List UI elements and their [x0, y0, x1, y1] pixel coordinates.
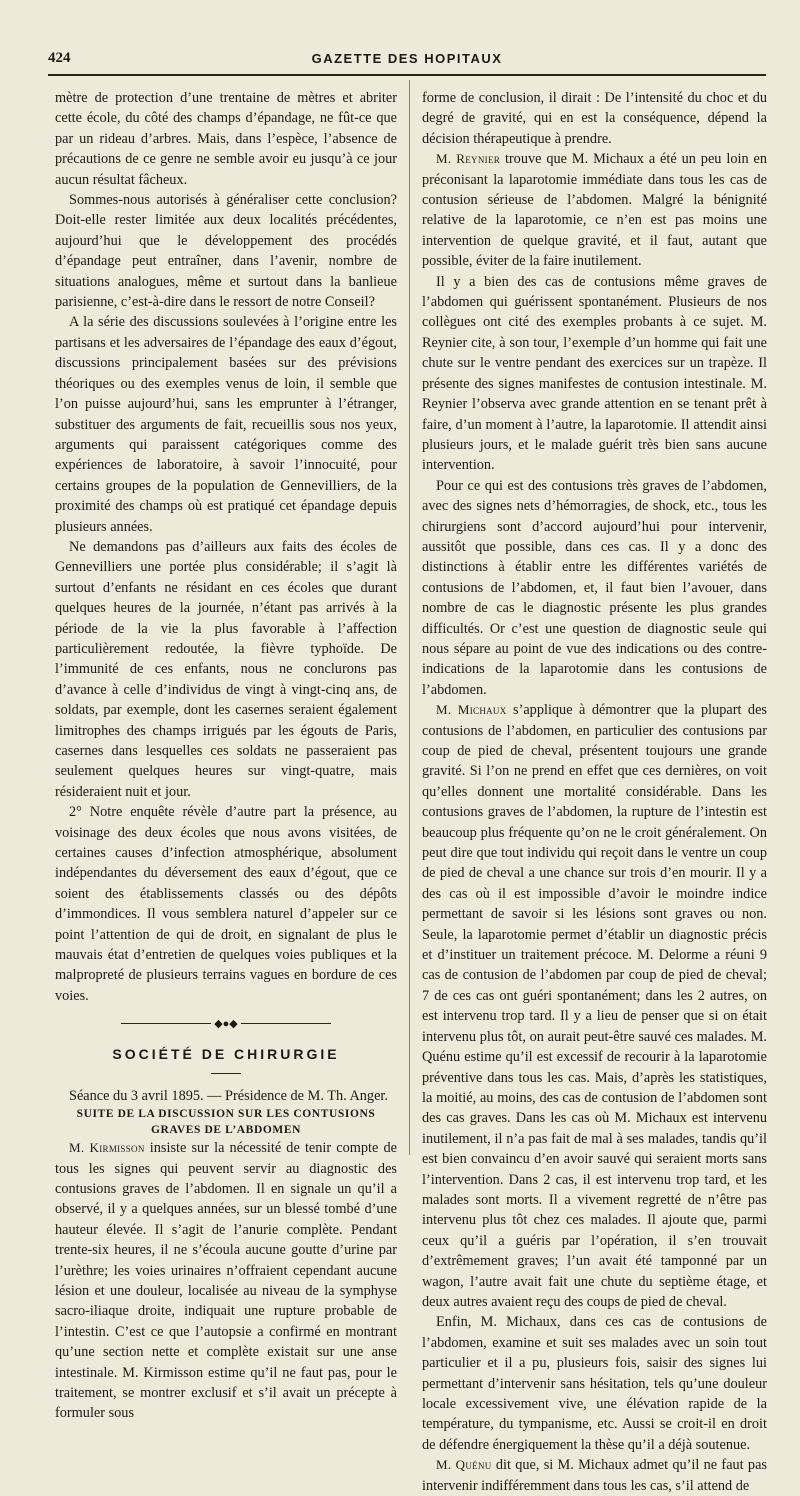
ornament-line	[241, 1023, 331, 1024]
paragraph: Ne demandons pas d’ailleurs aux faits des écoles de Gennevilliers une portée plus considérable; il s’agit là surtout d’enfants ne résidant en ces écoles que durant quelques heures de la journée, n’étant pas arrivés à la période de la vie la plus favorable à l’affection particulièrement redoutée, la fièvre typhoïde. De l’immunité de ces enfants, nous ne conclurons pas d’avance à celle d’individus de vingt à vingt-cinq ans, de soldats, par exemple, dont les casernes seraient également limitrophes des champs irrigués par les égouts de Paris, casernes dans lesquelles ces soldats ne passeraient pas seulement quelques heures sur vingt-quatre, mais résideraient nuit et jour.	[55, 538, 397, 800]
subheading: SUITE DE LA DISCUSSION SUR LES CONTUSIONS GRAVES DE L’ABDOMEN	[76, 1108, 376, 1137]
section-ornament	[121, 1018, 331, 1030]
paragraph: A la série des discussions soulevées à l’origine entre les partisans et les adversaires de l’épandage des eaux d’égout, discussions principalement basées sur des prévisions théoriques ou des exemples venus de loin, il semble que l’on puisse aujourd’hui, sans les emprunter à l’étranger, substituer des arguments de fait, recueillis sous nos yeux, arguments qui paraissent catégoriques comme des expériences de laboratoire, à savoir l’innocuité, pour certains groupes de la population de Gennevilliers, de la proximité des champs où est pratiqué cet épandage depuis plusieurs années.	[55, 314, 397, 535]
paragraph: 2° Notre enquête révèle d’autre part la présence, au voisinage des deux écoles que nous avons visitées, de certaines causes d’infection atmosphérique, absolument indépendantes du déversement des eaux d’égout, que ce soient des établissements classés ou des dépôts d’immondices. Il vous semblera naturel d’appeler sur ce point l’attention de qui de droit, en signalant de plus le mauvais état d’entretien de quelques voies publiques et la malpropreté de plusieurs terrains vagues en bordure de ces voies.	[55, 804, 397, 1004]
paragraph-quenu	[422, 1455, 767, 1496]
section-title: SOCIÉTÉ DE CHIRURGIE	[112, 1046, 340, 1063]
paragraph: Sommes-nous autorisés à généraliser cette conclusion? Doit-elle rester limitée aux deux localités précédentes, aujourd’hui que le développement des procédés d’épandage peut entraîner, dans l’avenir, nombre de situations analogues, même et surtout dans la banlieue parisienne, c’est-à-dire dans le ressort de notre Conseil?	[55, 192, 397, 311]
paragraph-text: trouve que M. Michaux a été un peu loin en préconisant la laparotomie immédiate dans tous les cas de contusion sérieuse de l’abdomen. Malgré la bénignité relative de la laparotomie, ce n’en est pas moins une intervention de quelque gravité, et il faut, autant que possible, éviter de la faire inutilement.	[422, 151, 767, 270]
speaker-name: M. Michaux	[436, 702, 507, 718]
paragraph-kirmisson	[55, 1138, 397, 1424]
divider	[211, 1073, 241, 1074]
ornament-knot-icon: ◆●◆	[214, 1018, 238, 1031]
paragraph: mètre de protection d’une trentaine de mètres et abriter cette école, du côté des champs d’épandage, ne fût-ce que par un rideau d’arbres. Mais, dans l’espèce, l’absence de précautions de ce genre ne semble avoir eu jusqu’à ce jour aucun résultat fâcheux.	[55, 90, 397, 188]
paragraph-reynier	[422, 149, 767, 271]
speaker-name: M. Reynier	[436, 151, 501, 167]
speaker-name: M. Kirmisson	[69, 1140, 145, 1156]
right-column	[422, 88, 767, 1494]
paragraph-michaux	[422, 700, 767, 1312]
paragraph: forme de conclusion, il dirait : De l’intensité du choc et du degré de gravité, qui en est la conséquence, dépend la décision thérapeutique à prendre.	[422, 90, 767, 147]
paragraph: Pour ce qui est des contusions très graves de l’abdomen, avec des signes nets d’hémorragies, de shock, etc., tous les chirurgiens sont d’accord aujourd’hui pour intervenir, aussitôt que possible, dans ces cas. Il y a donc des distinctions à établir entre les différentes variétés de contusions de l’abdomen, et, il faut bien l’avouer, dans nombre de cas le diagnostic présente les plus grandes difficultés. Or c’est une question de diagnostic seule qui nous sépare au point de vue des indications ou des contre-indications de la laparotomie dans les contusions de l’abdomen.	[422, 477, 767, 698]
running-title: GAZETTE DES HOPITAUX	[311, 51, 503, 66]
page-number: 424	[48, 50, 71, 66]
session-line: Séance du 3 avril 1895. — Présidence de M. Th. Anger.	[69, 1087, 388, 1104]
ornament-line	[121, 1023, 211, 1024]
speaker-name: M. Quénu	[436, 1457, 492, 1473]
left-column	[55, 88, 398, 1422]
paragraph-text: s’applique à démontrer que la plupart des contusions de l’abdomen, en particulier des contusions par coup de pied de cheval, présentent toujours une grande gravité. Si l’on ne prend en effet que ces dernières, on voit qu’elles donnent une mortalité considérable. Dans les contusions graves de l’abdomen, la rupture de l’intestin est beaucoup plus fréquente qu’on ne le croit généralement. On peut dire que tout individu qui reçoit dans le ventre un coup de pied de cheval a une chance sur trois d’en mourir. Il y a des cas où il est impossible d’avoir le moindre indice permettant de savoir si les lésions sont graves ou non. Seule, la laparotomie permet d’établir un diagnostic précis et d’instituer un traitement précoce. M. Delorme a réuni 9 cas de contusion de l’abdomen par coup de pied de cheval; 7 de ces cas ont guéri spontanément; dans les 2 autres, on est intervenu trop tard. Il y a lieu de penser que si on était intervenu plus tôt, on aurait peut-être sauvé ces malades. M. Quénu estime qu’il est excessif de recourir à la laparotomie préventive dans tous les cas. Mais, d’après les statistiques, la moitié, au moins, des cas de contusion de l’abdomen sont des cas graves. Dans les cas où M. Michaux est intervenu inutilement, il n’a pas fait de mal à ses malades, tandis qu’il est bien convaincu d’en avoir sauvé qui seraient morts sans l’intervention. Dans 2 cas, il est intervenu trop tard, et les malades sont morts. Il a vivement regretté de n’être pas intervenu plus tôt chez ces malades. Il ajoute que, parmi ceux qu’il a guéris par l’opération, il s’en trouvait d’extrêmement graves; l’un avait été tamponné par un wagon, l’autre avait fait une chute du septième étage, et deux autres avaient reçu des coups de pied de cheval.	[422, 702, 767, 1310]
paragraph: Enfin, M. Michaux, dans ces cas de contusions de l’abdomen, examine et suit ses malades avec un soin tout particulier et il a pu, plusieurs fois, saisir des signes lui permettant d’intervenir sans hésitation, tels qu’une douleur locale excessivement vive, une élévation rapide de la température, du tympanisme, etc. Aussi se croit-il en droit de défendre énergiquement la thèse qu’il a déjà soutenue.	[422, 1314, 767, 1453]
paragraph-text: dit que, si M. Michaux admet qu’il ne faut pas intervenir indifféremment dans tous les cas, s’il attend de	[422, 1457, 767, 1494]
paragraph-text: insiste sur la nécessité de tenir compte de tous les signes qui peuvent servir au diagnostic des contusions graves de l’abdomen. Il en signale un qu’il a observé, il y a quelques années, sur un blessé tombé d’une hauteur élevée. Il s’agit de l’anurie complète. Pendant trente-six heures, il ne s’écoula aucune goutte d’urine par l’urèthre; les voies urinaires n’offraient cependant aucune lésion et une douleur, localisée au niveau de la symphyse sacro-iliaque droite, indiquait une rupture probable de l’intestin. C’est ce que l’autopsie a confirmé en montrant qu’une section nette et complète existait sur une anse intestinale. M. Kirmisson estime qu’il ne faut pas, pour le traitement, se montrer exclusif et s’il avait un précepte à formuler sous	[55, 1140, 398, 1422]
paragraph: Il y a bien des cas de contusions même graves de l’abdomen qui guérissent spontanément. Plusieurs de nos collègues ont cité des exemples probants à ce sujet. M. Reynier cite, à son tour, l’exemple d’un homme qui fait une chute sur le ventre pendant des exercices sur un trapèze. Il présente des signes manifestes de contusion intestinale. M. Reynier l’observa avec grande attention en se tenant prêt à faire, d’un moment à l’autre, la laparotomie. Il attendit ainsi plusieurs jours, et le malade guérit très bien sans aucune intervention.	[422, 273, 767, 474]
page-header	[48, 48, 766, 76]
column-divider	[409, 80, 410, 1155]
